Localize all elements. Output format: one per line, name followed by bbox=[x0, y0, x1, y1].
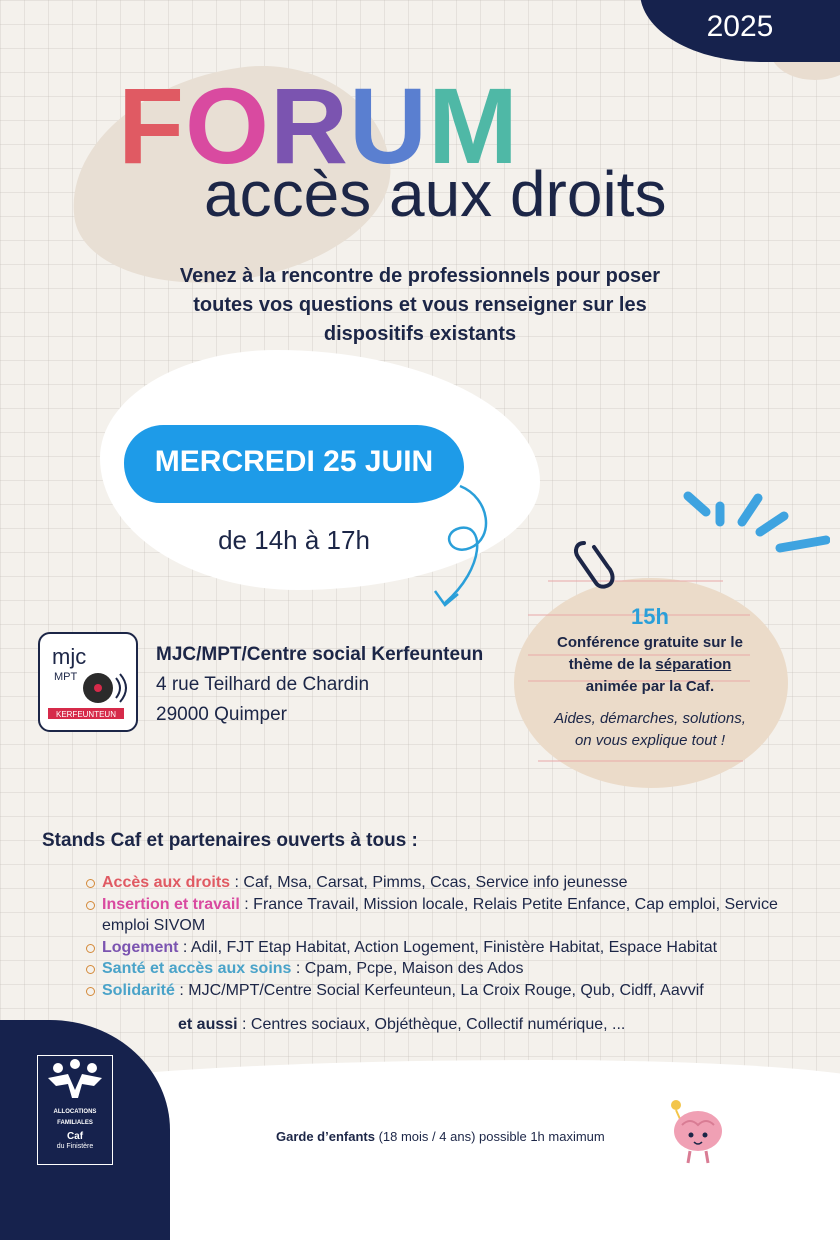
venue-address bbox=[156, 640, 483, 730]
conference-line-2 bbox=[530, 654, 770, 676]
title-letter: O bbox=[184, 65, 270, 186]
also-text: : Centres sociaux, Objéthèque, Collectif numérique, ... bbox=[237, 1016, 626, 1033]
logo-sub-text: MPT bbox=[54, 671, 78, 683]
stands-list bbox=[82, 872, 822, 1001]
list-item bbox=[82, 937, 822, 959]
caf-line-2: FAMILIALES bbox=[57, 1120, 93, 1126]
conference-italic-2: on vous explique tout ! bbox=[574, 732, 726, 749]
stand-category: Insertion et travail bbox=[102, 895, 240, 913]
stand-category: Logement bbox=[102, 938, 179, 956]
list-item bbox=[82, 958, 822, 980]
venue-street: 4 rue Teilhard de Chardin bbox=[156, 674, 370, 695]
stand-partners: : Cpam, Pcpe, Maison des Ados bbox=[291, 960, 524, 977]
sparkle-decoration-icon bbox=[680, 488, 830, 568]
stand-category: Santé et accès aux soins bbox=[102, 960, 292, 977]
title-letter: F bbox=[118, 65, 185, 186]
list-item bbox=[82, 894, 822, 937]
caf-logo bbox=[37, 1055, 113, 1165]
title-letter: R bbox=[270, 65, 349, 186]
childcare-note bbox=[276, 1129, 605, 1144]
stand-category: Solidarité bbox=[102, 981, 175, 999]
mjc-logo-graphic bbox=[40, 634, 136, 730]
year-label: 2025 bbox=[706, 10, 774, 43]
title-letter: U bbox=[349, 65, 428, 186]
also-label: et aussi bbox=[178, 1016, 238, 1033]
caf-line-4: du Finistère bbox=[56, 1143, 94, 1150]
logo-banner-text: KERFEUNTEUN bbox=[55, 710, 117, 719]
childcare-text: (18 mois / 4 ans) possible 1h maximum bbox=[374, 1129, 605, 1144]
stand-partners: : Caf, Msa, Carsat, Pimms, Ccas, Service info jeunesse bbox=[230, 874, 628, 891]
conference-description bbox=[530, 632, 770, 698]
event-date: MERCREDI 25 JUIN bbox=[154, 445, 434, 478]
tagline: Venez à la rencontre de professionnels pour poser toutes vos questions et vous renseigner sur les dispositifs existants bbox=[179, 265, 661, 345]
stand-partners: : France Travail, Mission locale, Relais Petite Enfance, Cap emploi, Service emploi SIVOM bbox=[102, 895, 778, 934]
conference-info bbox=[530, 602, 770, 752]
event-time: de 14h à 17h bbox=[218, 525, 370, 555]
title-subtitle: accès aux droits bbox=[204, 158, 667, 230]
stand-partners: : MJC/MPT/Centre Social Kerfeunteun, La Croix Rouge, Qub, Cidff, Aavvif bbox=[174, 981, 704, 999]
mjc-logo bbox=[38, 632, 138, 732]
stands-title: Stands Caf et partenaires ouverts à tous : bbox=[42, 830, 418, 851]
curly-arrow-icon bbox=[400, 478, 510, 618]
venue-name: MJC/MPT/Centre social Kerfeunteun bbox=[156, 644, 484, 665]
venue-city: 29000 Quimper bbox=[156, 704, 287, 725]
conference-line-3: animée par la Caf. bbox=[585, 678, 715, 695]
stand-category: Accès aux droits bbox=[102, 874, 231, 891]
childcare-bold: Garde d’enfants bbox=[276, 1129, 375, 1144]
also-line bbox=[178, 1016, 625, 1034]
title-letter: M bbox=[428, 65, 519, 186]
list-item bbox=[82, 872, 822, 894]
brain-mascot-icon bbox=[660, 1095, 730, 1167]
conference-topic: séparation bbox=[655, 656, 732, 673]
conference-line-1: Conférence gratuite sur le bbox=[557, 634, 743, 651]
conference-time: 15h bbox=[631, 604, 669, 629]
conference-tagline bbox=[530, 708, 770, 752]
logo-main-text: mjc bbox=[52, 644, 87, 669]
stand-partners: : Adil, FJT Etap Habitat, Action Logement, Finistère Habitat, Espace Habitat bbox=[178, 938, 718, 956]
caf-line-1: ALLOCATIONS bbox=[53, 1109, 97, 1115]
caf-line-3: Caf bbox=[66, 1131, 84, 1142]
family-figures-icon bbox=[38, 1056, 112, 1100]
conference-italic-1: Aides, démarches, solutions, bbox=[554, 710, 746, 727]
conference-line-2-prefix: thème de la bbox=[568, 656, 656, 673]
paperclip-icon bbox=[566, 535, 626, 595]
list-item bbox=[82, 980, 822, 1002]
